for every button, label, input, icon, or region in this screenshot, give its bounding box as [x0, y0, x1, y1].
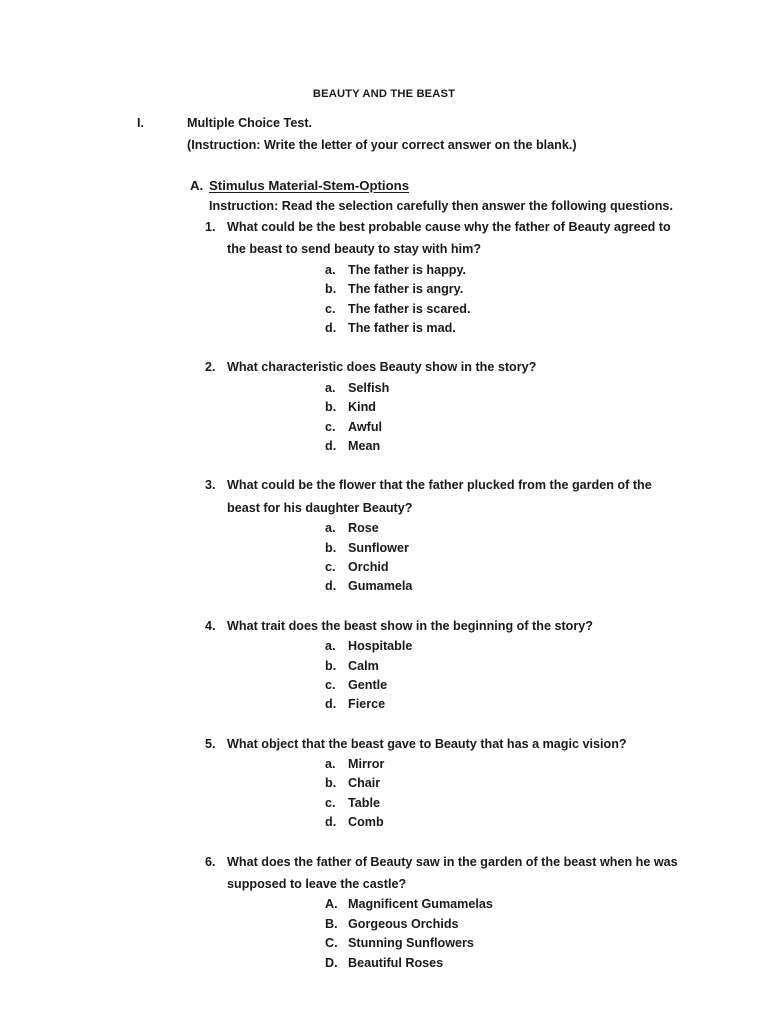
question-number: 1. — [205, 220, 216, 234]
question-row — [0, 733, 768, 755]
option-letter: c. — [325, 677, 336, 692]
option-text: Mean — [348, 438, 381, 453]
option-text: Awful — [348, 419, 383, 434]
option-item[interactable] — [0, 637, 768, 656]
question-text: What does the father of Beauty saw in the garden of the beast when he was supposed to leave the castle? — [227, 854, 678, 892]
option-item[interactable] — [0, 934, 768, 953]
question-block — [0, 474, 768, 596]
option-text: Selfish — [348, 380, 390, 395]
option-letter: a. — [325, 757, 336, 772]
option-letter: d. — [325, 815, 337, 830]
option-item[interactable] — [0, 280, 768, 299]
option-item[interactable] — [0, 398, 768, 417]
option-letter: b. — [325, 776, 337, 791]
option-text: The father is happy. — [348, 262, 467, 277]
option-item[interactable] — [0, 519, 768, 538]
option-letter: a. — [325, 380, 336, 395]
option-text: Calm — [348, 658, 379, 673]
question-block — [0, 356, 768, 456]
option-text: Gumamela — [348, 579, 413, 594]
option-text: Hospitable — [348, 639, 413, 654]
question-row — [0, 356, 768, 378]
option-item[interactable] — [0, 577, 768, 596]
option-item[interactable] — [0, 418, 768, 437]
option-letter: b. — [325, 658, 337, 673]
option-text: The father is mad. — [348, 320, 456, 335]
option-list — [0, 519, 768, 597]
question-number: 6. — [205, 854, 216, 869]
option-text: Table — [348, 795, 380, 810]
option-text: Mirror — [348, 757, 385, 772]
option-letter: a. — [325, 639, 336, 654]
option-item[interactable] — [0, 813, 768, 832]
option-text: Gentle — [348, 677, 388, 692]
option-item[interactable] — [0, 895, 768, 914]
option-item[interactable] — [0, 657, 768, 676]
option-letter: B. — [325, 916, 338, 931]
option-text: Kind — [348, 400, 376, 415]
question-text: What object that the beast gave to Beauty that has a magic vision? — [227, 736, 627, 751]
option-item[interactable] — [0, 774, 768, 793]
option-item[interactable] — [0, 915, 768, 934]
option-text: Chair — [348, 776, 381, 791]
option-item[interactable] — [0, 794, 768, 813]
question-number: 5. — [205, 736, 216, 751]
option-text: The father is scared. — [348, 301, 471, 316]
option-letter: b. — [325, 282, 337, 297]
question-block — [0, 216, 768, 338]
section-heading: Multiple Choice Test. — [187, 116, 313, 130]
option-letter: d. — [325, 438, 337, 453]
option-item[interactable] — [0, 954, 768, 973]
option-item[interactable] — [0, 319, 768, 338]
option-text: Magnificent Gumamelas — [348, 897, 493, 912]
question-row — [0, 615, 768, 637]
option-letter: c. — [325, 301, 336, 316]
option-text: Orchid — [348, 559, 389, 574]
question-row — [0, 474, 768, 519]
option-list — [0, 379, 768, 457]
option-item[interactable] — [0, 676, 768, 695]
option-letter: d. — [325, 579, 337, 594]
page-title: BEAUTY AND THE BEAST — [312, 88, 456, 100]
option-letter: c. — [325, 559, 336, 574]
option-text: The father is angry. — [348, 282, 464, 297]
option-item[interactable] — [0, 300, 768, 319]
option-item[interactable] — [0, 695, 768, 714]
option-letter: D. — [325, 955, 338, 970]
option-letter: a. — [325, 521, 336, 536]
question-number: 4. — [205, 618, 216, 633]
option-letter: a. — [325, 262, 336, 277]
question-text: What could be the flower that the father plucked from the garden of the beast for his daughter Beauty? — [227, 478, 652, 515]
part-instruction: Instruction: Read the selection carefully then answer the following questions. — [209, 199, 673, 213]
option-item[interactable] — [0, 755, 768, 774]
question-text: What trait does the beast show in the beginning of the story? — [227, 618, 593, 633]
option-letter: b. — [325, 400, 337, 415]
question-text: What characteristic does Beauty show in the story? — [227, 360, 537, 375]
option-text: Fierce — [348, 697, 386, 712]
option-item[interactable] — [0, 261, 768, 280]
section-numeral: I. — [137, 116, 144, 130]
option-item[interactable] — [0, 558, 768, 577]
question-number: 2. — [205, 360, 216, 375]
section-instruction: (Instruction: Write the letter of your correct answer on the blank.) — [187, 138, 577, 152]
option-letter: d. — [325, 697, 337, 712]
option-letter: A. — [325, 897, 338, 912]
option-item[interactable] — [0, 379, 768, 398]
option-list — [0, 637, 768, 715]
option-list — [0, 895, 768, 973]
part-title: Stimulus Material-Stem-Options — [209, 178, 410, 193]
option-letter: c. — [325, 795, 336, 810]
question-number: 3. — [205, 478, 216, 493]
option-list — [0, 755, 768, 833]
option-item[interactable] — [0, 437, 768, 456]
option-text: Gorgeous Orchids — [348, 916, 459, 931]
option-text: Sunflower — [348, 540, 409, 555]
option-text: Rose — [348, 521, 379, 536]
option-letter: C. — [325, 936, 338, 951]
option-text: Comb — [348, 815, 384, 830]
question-row — [0, 216, 768, 261]
option-text: Stunning Sunflowers — [348, 936, 474, 951]
option-text: Beautiful Roses — [348, 955, 444, 970]
question-text: What could be the best probable cause why the father of Beauty agreed to the beast to send beauty to stay with him? — [227, 220, 671, 257]
question-block — [0, 851, 768, 973]
question-block — [0, 615, 768, 715]
part-letter: A. — [190, 178, 204, 193]
option-list — [0, 261, 768, 339]
option-letter: c. — [325, 419, 336, 434]
question-row — [0, 851, 768, 896]
option-letter: b. — [325, 540, 337, 555]
question-block — [0, 733, 768, 833]
option-letter: d. — [325, 320, 337, 335]
question-list — [0, 216, 768, 991]
option-item[interactable] — [0, 539, 768, 558]
